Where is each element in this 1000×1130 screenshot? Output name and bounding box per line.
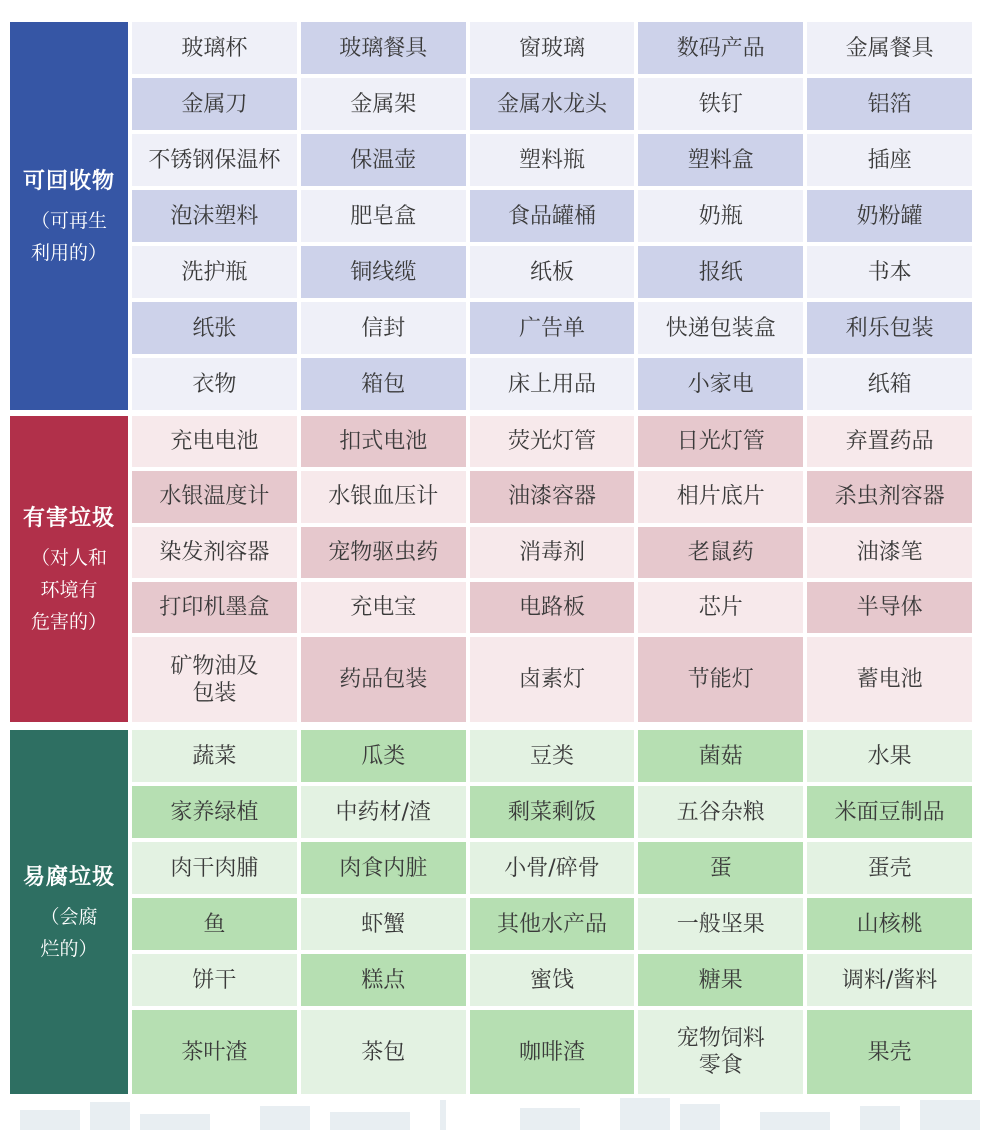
perishable-section	[10, 730, 972, 1094]
item-cell: 茶包	[301, 1010, 466, 1094]
item-cell: 纸张	[132, 302, 297, 354]
item-cell: 快递包装盒	[638, 302, 803, 354]
item-cell: 节能灯	[638, 637, 803, 722]
grid-row	[132, 1010, 972, 1094]
item-cell: 山核桃	[807, 898, 972, 950]
item-grid	[132, 22, 972, 410]
item-cell: 蛋壳	[807, 842, 972, 894]
item-cell: 虾蟹	[301, 898, 466, 950]
item-cell: 纸箱	[807, 358, 972, 410]
item-cell: 蜜饯	[470, 954, 635, 1006]
category-label-perishable	[10, 730, 128, 1094]
grid-row	[132, 637, 972, 722]
item-cell: 打印机墨盒	[132, 582, 297, 633]
item-cell: 油漆笔	[807, 527, 972, 578]
item-cell: 相片底片	[638, 471, 803, 522]
recyclable-section	[10, 22, 972, 410]
category-label-hazardous	[10, 416, 128, 722]
item-cell: 报纸	[638, 246, 803, 298]
item-cell: 消毒剂	[470, 527, 635, 578]
item-cell: 玻璃杯	[132, 22, 297, 74]
item-cell: 充电宝	[301, 582, 466, 633]
item-cell: 肉干肉脯	[132, 842, 297, 894]
item-cell: 杀虫剂容器	[807, 471, 972, 522]
item-cell: 小骨/碎骨	[470, 842, 635, 894]
item-cell: 泡沫塑料	[132, 190, 297, 242]
item-cell: 衣物	[132, 358, 297, 410]
item-cell: 广告单	[470, 302, 635, 354]
item-cell: 染发剂容器	[132, 527, 297, 578]
item-cell: 五谷杂粮	[638, 786, 803, 838]
grid-row	[132, 246, 972, 298]
item-cell: 宠物饲料 零食	[638, 1010, 803, 1094]
item-cell: 铁钉	[638, 78, 803, 130]
item-cell: 果壳	[807, 1010, 972, 1094]
item-cell: 矿物油及 包装	[132, 637, 297, 722]
item-cell: 水果	[807, 730, 972, 782]
grid-row	[132, 527, 972, 578]
item-cell: 剩菜剩饭	[470, 786, 635, 838]
item-cell: 充电电池	[132, 416, 297, 467]
category-description: （会腐 烂的）	[40, 905, 98, 960]
item-cell: 肥皂盒	[301, 190, 466, 242]
item-cell: 窗玻璃	[470, 22, 635, 74]
item-cell: 信封	[301, 302, 466, 354]
item-cell: 一般坚果	[638, 898, 803, 950]
skyline-decoration	[0, 1096, 1000, 1130]
item-cell: 蛋	[638, 842, 803, 894]
item-cell: 芯片	[638, 582, 803, 633]
item-cell: 药品包装	[301, 637, 466, 722]
grid-row	[132, 471, 972, 522]
item-cell: 宠物驱虫药	[301, 527, 466, 578]
category-label-recyclable	[10, 22, 128, 410]
item-cell: 插座	[807, 134, 972, 186]
item-cell: 茶叶渣	[132, 1010, 297, 1094]
item-cell: 蓄电池	[807, 637, 972, 722]
grid-row	[132, 78, 972, 130]
item-cell: 其他水产品	[470, 898, 635, 950]
item-cell: 食品罐桶	[470, 190, 635, 242]
grid-row	[132, 954, 972, 1006]
item-cell: 菌菇	[638, 730, 803, 782]
item-cell: 家养绿植	[132, 786, 297, 838]
grid-row	[132, 898, 972, 950]
item-cell: 糖果	[638, 954, 803, 1006]
item-cell: 水银血压计	[301, 471, 466, 522]
item-grid	[132, 416, 972, 722]
item-cell: 金属水龙头	[470, 78, 635, 130]
category-title: 有害垃圾	[22, 505, 115, 531]
item-cell: 铜线缆	[301, 246, 466, 298]
grid-row	[132, 134, 972, 186]
item-cell: 奶粉罐	[807, 190, 972, 242]
item-cell: 瓜类	[301, 730, 466, 782]
item-cell: 保温壶	[301, 134, 466, 186]
item-cell: 日光灯管	[638, 416, 803, 467]
grid-row	[132, 842, 972, 894]
item-cell: 荧光灯管	[470, 416, 635, 467]
item-cell: 咖啡渣	[470, 1010, 635, 1094]
item-grid	[132, 730, 972, 1094]
item-cell: 糕点	[301, 954, 466, 1006]
grid-row	[132, 302, 972, 354]
item-cell: 塑料瓶	[470, 134, 635, 186]
item-cell: 米面豆制品	[807, 786, 972, 838]
item-cell: 扣式电池	[301, 416, 466, 467]
item-cell: 铝箔	[807, 78, 972, 130]
item-cell: 塑料盒	[638, 134, 803, 186]
item-cell: 电路板	[470, 582, 635, 633]
item-cell: 洗护瓶	[132, 246, 297, 298]
category-title: 易腐垃圾	[22, 864, 115, 890]
item-cell: 金属架	[301, 78, 466, 130]
item-cell: 金属餐具	[807, 22, 972, 74]
item-cell: 豆类	[470, 730, 635, 782]
item-cell: 卤素灯	[470, 637, 635, 722]
grid-row	[132, 416, 972, 467]
grid-row	[132, 190, 972, 242]
item-cell: 不锈钢保温杯	[132, 134, 297, 186]
item-cell: 玻璃餐具	[301, 22, 466, 74]
item-cell: 饼干	[132, 954, 297, 1006]
item-cell: 老鼠药	[638, 527, 803, 578]
item-cell: 利乐包装	[807, 302, 972, 354]
category-title: 可回收物	[22, 168, 115, 194]
item-cell: 中药材/渣	[301, 786, 466, 838]
item-cell: 书本	[807, 246, 972, 298]
grid-row	[132, 730, 972, 782]
grid-row	[132, 358, 972, 410]
item-cell: 油漆容器	[470, 471, 635, 522]
item-cell: 金属刀	[132, 78, 297, 130]
grid-row	[132, 22, 972, 74]
hazardous-section	[10, 416, 972, 722]
item-cell: 箱包	[301, 358, 466, 410]
item-cell: 鱼	[132, 898, 297, 950]
item-cell: 奶瓶	[638, 190, 803, 242]
item-cell: 调料/酱料	[807, 954, 972, 1006]
category-description: （对人和 环境有 危害的）	[30, 546, 107, 633]
item-cell: 纸板	[470, 246, 635, 298]
item-cell: 弃置药品	[807, 416, 972, 467]
item-cell: 半导体	[807, 582, 972, 633]
item-cell: 水银温度计	[132, 471, 297, 522]
grid-row	[132, 582, 972, 633]
item-cell: 小家电	[638, 358, 803, 410]
category-description: （可再生 利用的）	[30, 209, 107, 264]
item-cell: 数码产品	[638, 22, 803, 74]
grid-row	[132, 786, 972, 838]
item-cell: 蔬菜	[132, 730, 297, 782]
item-cell: 肉食内脏	[301, 842, 466, 894]
item-cell: 床上用品	[470, 358, 635, 410]
